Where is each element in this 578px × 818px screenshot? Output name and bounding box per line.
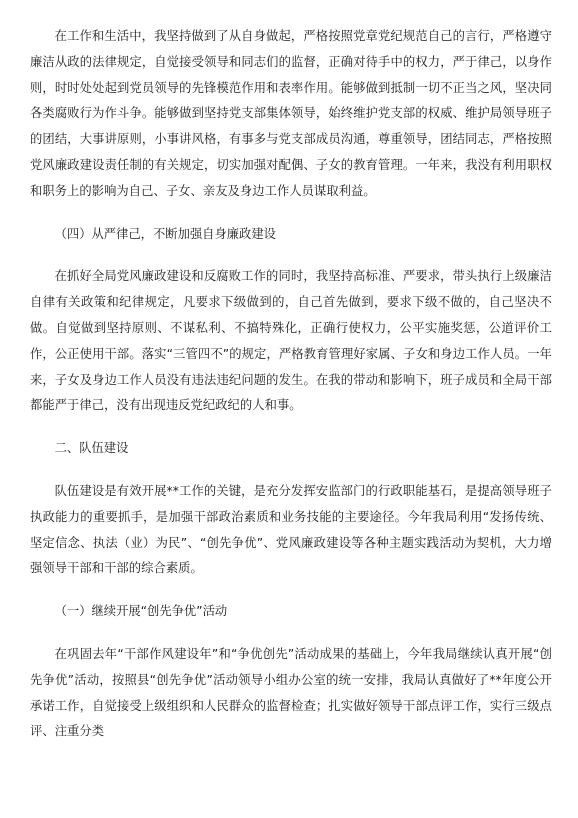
spacer (30, 625, 552, 642)
spacer (30, 462, 552, 479)
paragraph-self-discipline: 在工作和生活中，我坚持做到了从自身做起，严格按照党章党纪规范自己的言行，严格遵守廉洁从政的法律规定，自觉接受领导和同志们的监督，正确对待手中的权力，严于律己，以身作则，时时处处起到党员领导的先锋模范作用和表率作用。能够做到抵制一切不正当之风，坚决同各类腐败行为作斗争。能够做到坚持党支部集体领导，始终维护党支部的权威、维护局领导班子的团结，大事讲原则，小事讲风格，有事多与党支部成员沟通，尊重领导，团结同志，严格按照党风廉政建设责任制的有关规定，切实加强对配偶、子女的教育管理。一年来，我没有利用职权和职务上的影响为自己、子女、亲友及身边工作人员谋取利益。 (30, 29, 552, 198)
spacer (30, 205, 552, 222)
paragraph-integrity: 在抓好全局党风廉政建设和反腐败工作的同时，我坚持高标准、严要求，带头执行上级廉洁自律有关政策和纪律规定，凡要求下级做到的，自己首先做到，要求下级不做的，自己坚决不做。自觉做到坚持原则、不谋私利、不搞特殊化，正确行使权力，公平实施奖惩，公道评价工作，公正使用干部。落实“三管四不”的规定，严格教育管理好家属、子女和身边工作人员。一年来，子女及身边工作人员没有违法违纪问题的发生。在我的带动和影响下，班子成员和全局干部都能严于律己，没有出现违反党纪政纪的人和事。 (30, 269, 552, 413)
section-heading-4: （四）从严律己，不断加强自身廉政建设 (54, 226, 276, 241)
spacer (30, 247, 552, 264)
paragraph-excellence-campaign: 在巩固去年“干部作风建设年”和“争优创先”活动成果的基础上，今年我局继续认真开展“创先争优”活动，按照县“创先争优”活动领导小组办公室的统一安排，我局认真做好了**年度公开承诺工作，自觉接受上级组织和人民群众的监督检查；扎实做好领导干部点评工作，实行三级点评、注重分类 (30, 646, 552, 739)
paragraph-team-building: 队伍建设是有效开展**工作的关键，是充分发挥安监部门的行政职能基石，是提高领导班子执政能力的重要抓手，是加强干部政治素质和业务技能的主要途径。今年我局利用“发扬传统、坚定信念、执法（业）为民”、“创先争优”、党风廉政建设等各种主题实践活动为契机，大力增强领导干部和干部的综合素质。 (30, 483, 552, 576)
section-heading-team-building: 二、队伍建设 (54, 441, 129, 456)
spacer (30, 419, 552, 436)
spacer (30, 582, 552, 599)
section-heading-1: （一）继续开展“创先争优”活动 (54, 604, 228, 619)
